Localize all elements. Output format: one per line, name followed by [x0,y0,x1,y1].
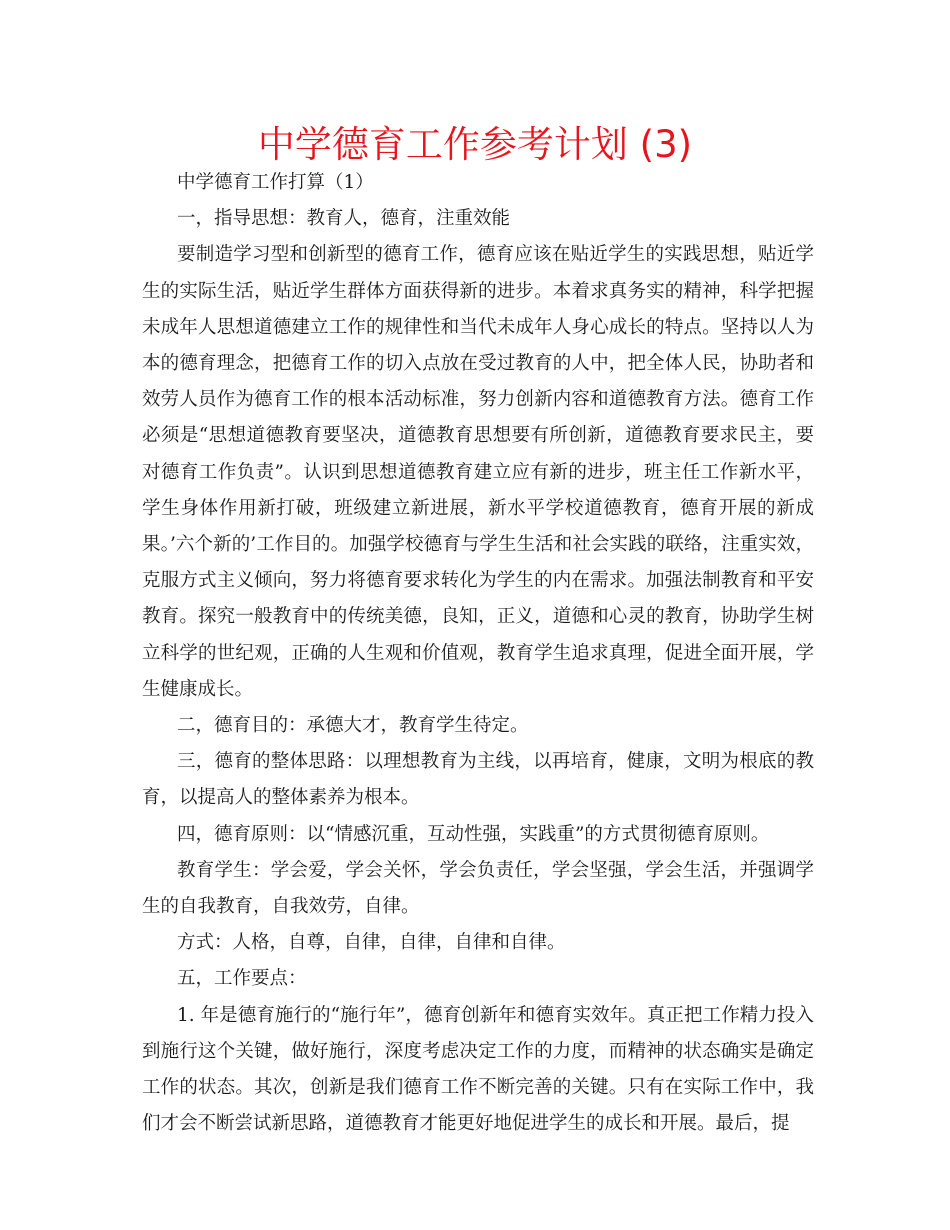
paragraph-goal: 二，德育目的：承德大才，教育学生待定。 [177,715,529,737]
paragraph-educate-students: 教育学生：学会爱，学会关怀，学会负责任，学会坚强，学会生活，并强调学生的自我教育，自我效劳，自律。 [142,859,814,918]
paragraph-guiding-thought: 一，指导思想：教育人，德育，注重效能 [177,208,511,230]
document-title: 中学德育工作参考计划 (3) [257,123,693,166]
paragraph-methods: 方式：人格，自尊，自律，自律，自律和自律。 [177,932,566,954]
section-heading-plan: 中学德育工作打算（1） [177,172,374,193]
paragraph-main-body: 要制造学习型和创新型的德育工作，德育应该在贴近学生的实践思想，贴近学生的实际生活，贴近学生群体方面获得新的进步。本着求真务实的精神，科学把握未成年人思想道德建立工作的规律性和当代未成年人身心成长的特点。坚持以人为本的德育理念，把德育工作的切入点放在受过教育的人中，把全体人民，协助者和效劳人员作为德育工作的根本活动标准，努力创新内容和道德教育方法。德育工作必须是“思想道德教育要坚决，道德教育思想要有所创新，道德教育要求民主，要对德育工作负责”。认识到思想道德教育建立应有新的进步，班主任工作新水平，学生身体作用新打破，班级建立新进展，新水平学校道德教育，德育开展的新成果。’六个新的’工作目的。加强学校德育与学生生活和社会实践的联络，注重实效，克服方式主义倾向，努力将德育要求转化为学生的内在需求。加强法制教育和平安教育。探究一般教育中的传统美德，良知，正义，道德和心灵的教育，协助学生树立科学的世纪观，正确的人生观和价值观，教育学生追求真理，促进全面开展，学生健康成长。 [142,244,814,700]
document-body [142,165,814,1142]
paragraph-overall-approach: 三，德育的整体思路：以理想教育为主线，以再培育，健康，文明为根底的教育，以提高人的整体素养为根本。 [142,751,814,809]
paragraph-work-point-1: 1. 年是德育施行的“施行年”，德育创新年和德育实效年。真正把工作精力投入到施行这个关键，做好施行，深度考虑决定工作的力度，而精神的状态确实是确定工作的状态。其次，创新是我们德育工作不断完善的关键。只有在实际工作中，我们才会不断尝试新思路，道德教育才能更好地促进学生的成长和开展。最后，提 [142,1004,814,1135]
paragraph-work-points-heading: 五，工作要点： [177,968,307,990]
paragraph-principles: 四，德育原则：以“情感沉重，互动性强，实践重”的方式贯彻德育原则。 [177,823,770,845]
